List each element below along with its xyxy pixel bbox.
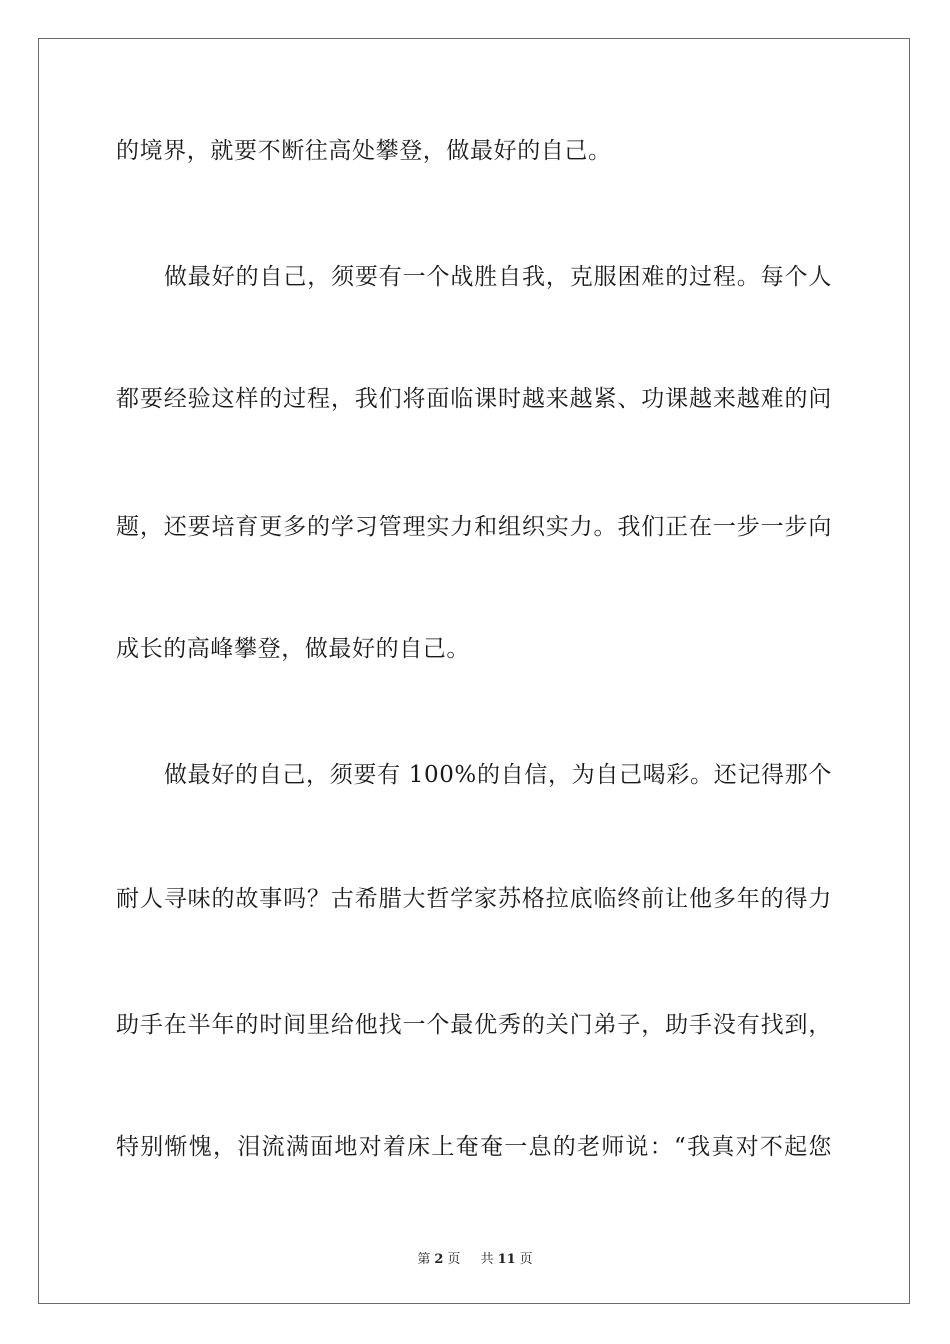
text-line: 的境界，就要不断往高处攀登，做最好的自己。 xyxy=(116,138,612,164)
paragraph-first-line: 做最好的自己，须要有 100%的自信，为自己喝彩。还记得那个 xyxy=(164,762,832,788)
text-line: 耐人寻味的故事吗？古希腊大哲学家苏格拉底临终前让他多年的得力 xyxy=(116,886,832,912)
page-total xyxy=(477,1252,537,1267)
paragraph-first-line: 做最好的自己，须要有一个战胜自我，克服困难的过程。每个人 xyxy=(164,264,832,290)
page-prefix: 第 xyxy=(417,1252,431,1267)
total-count: 11 xyxy=(497,1252,516,1267)
text-line: 题，还要培育更多的学习管理实力和组织实力。我们正在一步一步向 xyxy=(116,514,832,540)
page-current: 2 xyxy=(434,1252,444,1267)
page-footer xyxy=(0,1248,950,1267)
text-line: 成长的高峰攀登，做最好的自己。 xyxy=(116,636,470,662)
text-line: 助手在半年的时间里给他找一个最优秀的关门弟子，助手没有找到， xyxy=(116,1012,832,1038)
page-number xyxy=(413,1252,464,1267)
total-suffix: 页 xyxy=(519,1252,533,1267)
total-prefix: 共 xyxy=(480,1252,494,1267)
text-line: 都要经验这样的过程，我们将面临课时越来越紧、功课越来越难的问 xyxy=(116,386,832,412)
page-suffix: 页 xyxy=(447,1252,461,1267)
page-border xyxy=(38,38,910,1304)
text-line: 特别惭愧，泪流满面地对着床上奄奄一息的老师说：“我真对不起您 xyxy=(116,1134,832,1160)
